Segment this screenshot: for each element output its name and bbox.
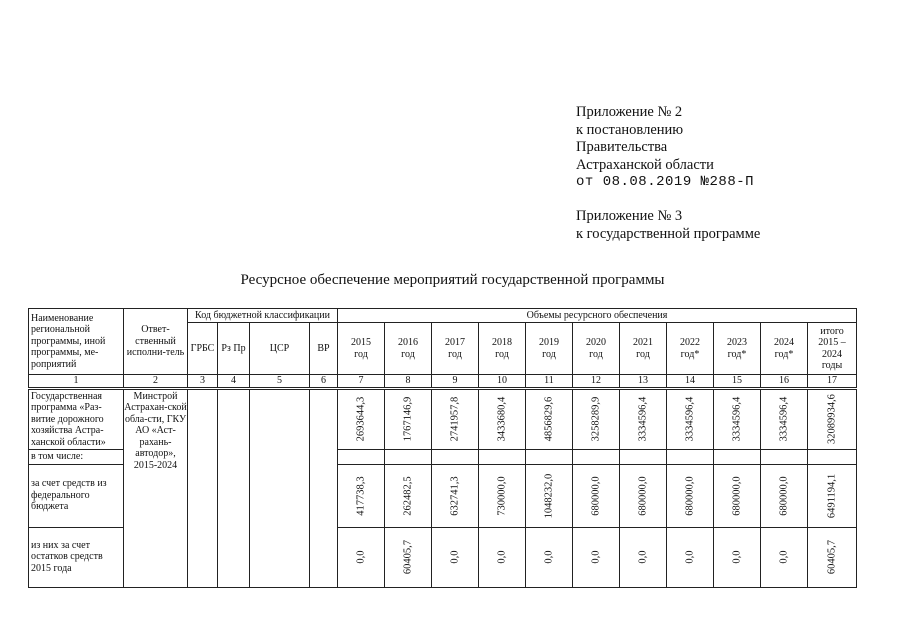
- header-code-rzpr: Рз Пр: [218, 323, 250, 375]
- value-cell: [714, 388, 761, 450]
- value-cell: [338, 388, 385, 450]
- value-text: 3433680,4: [496, 396, 508, 442]
- value-cell: [432, 450, 479, 465]
- value-cell: [620, 450, 667, 465]
- header-code-grbs: ГРБС: [188, 323, 218, 375]
- appendix-3-line: Приложение № 3: [576, 208, 683, 224]
- column-number: 8: [385, 375, 432, 389]
- appendix-2-line: Астраханской области: [576, 156, 714, 173]
- column-number: 7: [338, 375, 385, 389]
- value-cell: [714, 464, 761, 527]
- value-text: 0,0: [778, 550, 790, 564]
- value-text: 1048232,0: [543, 473, 555, 518]
- row-label: Государственная программа «Раз-витие дорожного хозяйства Астра-ханской области»: [29, 388, 124, 450]
- appendix-3-line: к государственной программе: [576, 225, 761, 242]
- document-title: Ресурсное обеспечение мероприятий государственной программы: [240, 272, 665, 288]
- column-number: 9: [432, 375, 479, 389]
- value-cell: [526, 527, 573, 587]
- value-text: 4856829,6: [543, 396, 555, 442]
- value-cell: [761, 464, 808, 527]
- header-year: 2015 год: [338, 323, 385, 375]
- value-cell: [761, 450, 808, 465]
- budget-code-cell: [310, 388, 338, 587]
- column-number: 2: [124, 375, 188, 389]
- value-text: 3258289,9: [590, 396, 602, 442]
- value-text: 680000,0: [590, 475, 602, 516]
- header-budget-code: Код бюджетной классификации: [188, 309, 338, 323]
- value-text: 632741,3: [449, 475, 461, 516]
- appendix-2-line: Правительства: [576, 139, 668, 155]
- column-number: 14: [667, 375, 714, 389]
- value-text: 1767146,9: [402, 396, 414, 442]
- header-year: 2024 год*: [761, 323, 808, 375]
- executor-cell: Минстрой Астрахан-ской обла-сти, ГКУ АО «Аст-рахань-автодор», 2015-2024: [124, 388, 188, 587]
- value-text: 0,0: [590, 550, 602, 564]
- column-number: 11: [526, 375, 573, 389]
- value-cell: [338, 450, 385, 465]
- value-text: 0,0: [496, 550, 508, 564]
- value-cell: [761, 527, 808, 587]
- value-cell: [573, 388, 620, 450]
- value-text: 680000,0: [778, 475, 790, 516]
- header-code-vr: ВР: [310, 323, 338, 375]
- header-executor: Ответ-ственный исполни-тель: [124, 309, 188, 375]
- value-cell: [526, 450, 573, 465]
- header-year: итого 2015 – 2024 годы: [808, 323, 857, 375]
- column-number: 13: [620, 375, 667, 389]
- value-cell: [338, 464, 385, 527]
- row-label: за счет средств из федерального бюджета: [29, 464, 124, 527]
- column-number: 3: [188, 375, 218, 389]
- header-code-csr: ЦСР: [250, 323, 310, 375]
- value-cell: [479, 388, 526, 450]
- value-cell: [620, 527, 667, 587]
- value-text: 0,0: [543, 550, 555, 564]
- value-cell: [385, 527, 432, 587]
- budget-code-cell: [188, 388, 218, 587]
- column-number: 12: [573, 375, 620, 389]
- resource-table: [28, 308, 857, 588]
- header-year: 2019 год: [526, 323, 573, 375]
- value-cell: [667, 464, 714, 527]
- value-cell: [620, 388, 667, 450]
- value-cell: [808, 450, 857, 465]
- value-text: 680000,0: [684, 475, 696, 516]
- value-cell: [620, 464, 667, 527]
- column-number: 4: [218, 375, 250, 389]
- value-cell: [338, 527, 385, 587]
- value-text: 262482,5: [402, 475, 414, 516]
- value-cell: [714, 450, 761, 465]
- value-text: 3334596,4: [684, 396, 696, 442]
- column-number: 17: [808, 375, 857, 389]
- value-text: 0,0: [355, 550, 367, 564]
- column-number: 10: [479, 375, 526, 389]
- row-label: в том числе:: [29, 450, 124, 465]
- value-text: 3334596,4: [637, 396, 649, 442]
- appendix-3-block: [576, 208, 760, 243]
- budget-code-cell: [250, 388, 310, 587]
- value-cell: [432, 464, 479, 527]
- value-cell: [479, 527, 526, 587]
- column-number: 15: [714, 375, 761, 389]
- appendix-2-line: к постановлению: [576, 121, 684, 138]
- column-number: 5: [250, 375, 310, 389]
- value-cell: [808, 464, 857, 527]
- value-cell: [479, 464, 526, 527]
- value-cell: [432, 527, 479, 587]
- header-year: 2021 год: [620, 323, 667, 375]
- value-cell: [573, 527, 620, 587]
- value-cell: [573, 464, 620, 527]
- value-cell: [761, 388, 808, 450]
- value-text: 0,0: [684, 550, 696, 564]
- value-cell: [667, 388, 714, 450]
- value-text: 417738,3: [355, 475, 367, 516]
- header-name: Наименование региональной программы, иной программы, ме-роприятий: [29, 309, 124, 375]
- value-text: 730000,0: [496, 475, 508, 516]
- value-text: 60405,7: [826, 539, 838, 575]
- header-year: 2017 год: [432, 323, 479, 375]
- appendix-2-block: [576, 104, 754, 192]
- column-number: 16: [761, 375, 808, 389]
- value-cell: [667, 527, 714, 587]
- header-year: 2022 год*: [667, 323, 714, 375]
- value-cell: [714, 527, 761, 587]
- budget-code-cell: [218, 388, 250, 587]
- value-text: 680000,0: [637, 475, 649, 516]
- value-text: 32089934,6: [826, 394, 838, 445]
- value-cell: [808, 388, 857, 450]
- value-text: 3334596,4: [778, 396, 790, 442]
- header-year: 2018 год: [479, 323, 526, 375]
- value-text: 6491194,1: [826, 473, 838, 518]
- value-cell: [526, 388, 573, 450]
- value-cell: [385, 450, 432, 465]
- appendix-2-date: от 08.08.2019 №288-П: [576, 174, 755, 190]
- value-text: 0,0: [731, 550, 743, 564]
- value-text: 0,0: [449, 550, 461, 564]
- header-year: 2020 год: [573, 323, 620, 375]
- column-number: 6: [310, 375, 338, 389]
- value-cell: [573, 450, 620, 465]
- value-cell: [385, 388, 432, 450]
- value-text: 2693644,3: [355, 396, 367, 442]
- value-text: 680000,0: [731, 475, 743, 516]
- value-text: 2741957,8: [449, 396, 461, 442]
- row-label: из них за счет остатков средств 2015 года: [29, 527, 124, 587]
- header-volumes: Объемы ресурсного обеспечения: [338, 309, 857, 323]
- header-year: 2016 год: [385, 323, 432, 375]
- value-cell: [808, 527, 857, 587]
- value-text: 3334596,4: [731, 396, 743, 442]
- column-number: 1: [29, 375, 124, 389]
- value-text: 0,0: [637, 550, 649, 564]
- value-cell: [479, 450, 526, 465]
- value-text: 60405,7: [402, 539, 414, 575]
- value-cell: [432, 388, 479, 450]
- value-cell: [667, 450, 714, 465]
- header-year: 2023 год*: [714, 323, 761, 375]
- value-cell: [385, 464, 432, 527]
- appendix-2-line: Приложение № 2: [576, 104, 683, 120]
- value-cell: [526, 464, 573, 527]
